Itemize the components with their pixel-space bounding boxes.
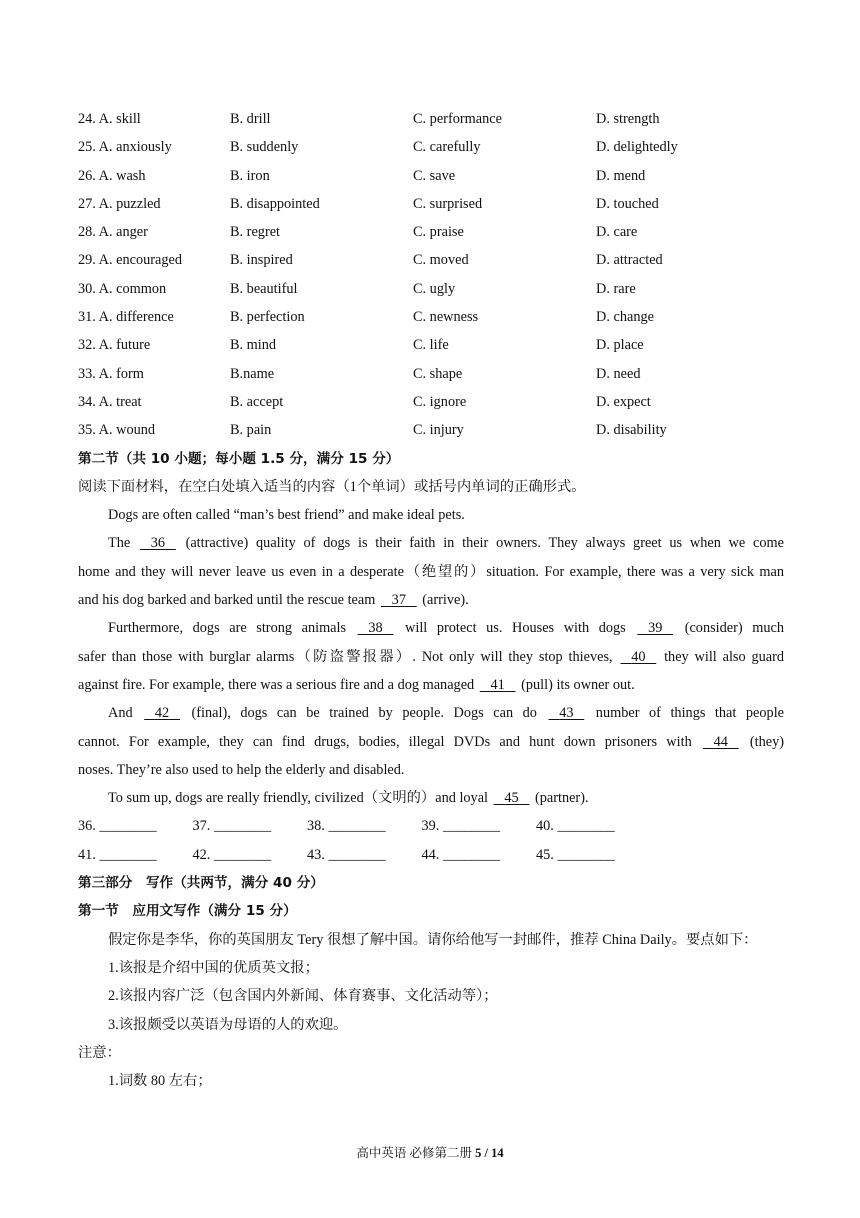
option-b: B. perfection bbox=[230, 309, 305, 326]
option-c: C. save bbox=[413, 167, 456, 184]
option-c: C. praise bbox=[413, 224, 464, 241]
option-row bbox=[78, 218, 784, 246]
blank-number: 37 bbox=[391, 592, 406, 609]
passage-paragraph-3 bbox=[78, 614, 784, 699]
passage-line bbox=[78, 671, 784, 699]
option-c: C. carefully bbox=[413, 139, 481, 156]
text-run: (arrive). bbox=[422, 592, 469, 609]
text-run: The bbox=[108, 535, 131, 552]
options-table bbox=[78, 105, 784, 445]
writing-point: 3.该报颇受以英语为母语的人的欢迎。 bbox=[108, 1016, 348, 1033]
page-footer bbox=[0, 1143, 860, 1161]
option-b: B. inspired bbox=[230, 252, 293, 269]
writing-prompt: 假定你是李华，你的英国朋友 Tery 很想了解中国。请你给他写一封邮件，推荐 China Daily。要点如下： bbox=[108, 931, 758, 948]
option-b: B. iron bbox=[230, 167, 270, 184]
blank-39 bbox=[635, 614, 675, 642]
option-d: D. mend bbox=[596, 167, 646, 184]
answer-blank: 43. ________ bbox=[307, 846, 386, 863]
passage-paragraph-1: Dogs are often called “man’s best friend” and make ideal pets. bbox=[108, 507, 465, 524]
option-row bbox=[78, 388, 784, 416]
option-b: B. accept bbox=[230, 393, 284, 410]
blank-number: 36 bbox=[150, 535, 166, 552]
text-run: (final), dogs can be trained by people. Dogs can do bbox=[191, 705, 537, 722]
text-run: Furthermore, dogs are strong animals bbox=[108, 620, 347, 637]
section2-instruction: 阅读下面材料，在空白处填入适当的内容（1个单词）或括号内单词的正确形式。 bbox=[78, 478, 586, 495]
blank-41 bbox=[478, 671, 518, 699]
option-b: B. regret bbox=[230, 224, 281, 241]
option-row bbox=[78, 246, 784, 274]
option-c: C. moved bbox=[413, 252, 469, 269]
text-run: they will also guard bbox=[664, 648, 785, 665]
text-run: against fire. For example, there was a serious fire and a dog managed bbox=[78, 676, 475, 693]
passage-paragraph-2 bbox=[78, 529, 784, 614]
blank-number: 43 bbox=[559, 705, 574, 722]
note-item: 1.词数 80 左右； bbox=[108, 1073, 212, 1090]
option-d: D. care bbox=[596, 224, 638, 241]
blank-number: 38 bbox=[368, 620, 383, 637]
option-row bbox=[78, 133, 784, 161]
page-number: 5 / 14 bbox=[475, 1146, 504, 1160]
option-c: C. newness bbox=[413, 309, 479, 326]
option-a: 28. A. anger bbox=[78, 224, 148, 241]
answer-blank: 39. ________ bbox=[421, 818, 501, 835]
passage-line bbox=[78, 614, 784, 642]
option-b: B. beautiful bbox=[230, 280, 298, 297]
option-row bbox=[78, 190, 784, 218]
option-d: D. delightedly bbox=[596, 139, 678, 156]
option-b: B. disappointed bbox=[230, 195, 320, 212]
option-b: B. mind bbox=[230, 337, 277, 354]
option-a: 29. A. encouraged bbox=[78, 252, 183, 269]
section2-heading: 第二节（共 10 小题；每小题 1.5 分，满分 15 分） bbox=[78, 450, 400, 467]
text-run: will protect us. Houses with dogs bbox=[405, 620, 626, 637]
passage-paragraph-4 bbox=[78, 699, 784, 784]
blank-36 bbox=[138, 529, 178, 557]
answer-blank: 45. ________ bbox=[536, 846, 615, 863]
text-run: number of things that people bbox=[595, 705, 785, 722]
option-a: 31. A. difference bbox=[78, 309, 174, 326]
option-c: C. shape bbox=[413, 365, 463, 382]
option-row bbox=[78, 331, 784, 359]
option-b: B.name bbox=[230, 365, 275, 382]
option-row bbox=[78, 275, 784, 303]
blank-37 bbox=[379, 586, 419, 614]
text-run: (pull) its owner out. bbox=[521, 676, 635, 693]
option-row bbox=[78, 360, 784, 388]
answer-row-1 bbox=[78, 812, 784, 840]
option-row bbox=[78, 303, 784, 331]
blank-number: 44 bbox=[713, 733, 728, 750]
option-b: B. drill bbox=[230, 111, 271, 127]
answer-blank: 44. ________ bbox=[421, 846, 501, 863]
passage-line bbox=[78, 586, 784, 614]
passage-line: noses. They’re also used to help the elderly and disabled. bbox=[78, 761, 405, 778]
passage-paragraph-5 bbox=[78, 784, 784, 812]
blank-42 bbox=[142, 699, 182, 727]
text-run: (attractive) quality of dogs is their faith in their owners. They always greet us when we come bbox=[185, 535, 785, 552]
option-d: D. rare bbox=[596, 280, 636, 297]
part3-sub-heading: 第一节 应用文写作（满分 15 分） bbox=[78, 903, 297, 920]
option-a: 24. A. skill bbox=[78, 111, 141, 127]
option-a: 30. A. common bbox=[78, 280, 167, 297]
answer-blank: 36. ________ bbox=[78, 818, 157, 835]
option-a: 25. A. anxiously bbox=[78, 139, 172, 156]
blank-number: 42 bbox=[154, 705, 170, 722]
blank-40 bbox=[618, 643, 658, 671]
option-d: D. attracted bbox=[596, 252, 663, 269]
blank-number: 45 bbox=[504, 790, 519, 807]
option-d: D. touched bbox=[596, 195, 659, 212]
answer-blank: 42. ________ bbox=[192, 846, 272, 863]
option-c: C. injury bbox=[413, 422, 464, 439]
answer-blank: 38. ________ bbox=[307, 818, 386, 835]
option-a: 35. A. wound bbox=[78, 422, 156, 439]
option-a: 34. A. treat bbox=[78, 393, 142, 410]
text-run: and his dog barked and barked until the rescue team bbox=[78, 592, 376, 609]
text-run: safer than those with burglar alarms（防盗警报器）. Not only will they stop thieves, bbox=[78, 648, 613, 665]
blank-43 bbox=[546, 699, 586, 727]
option-d: D. place bbox=[596, 337, 644, 354]
writing-point: 2.该报内容广泛（包含国内外新闻、体育赛事、文化活动等）； bbox=[108, 988, 498, 1005]
option-c: C. surprised bbox=[413, 195, 483, 212]
footer-text: 高中英语 必修第二册 bbox=[356, 1146, 476, 1160]
page-content bbox=[78, 105, 784, 1095]
option-d: D. strength bbox=[596, 111, 660, 127]
option-a: 33. A. form bbox=[78, 365, 144, 382]
option-a: 27. A. puzzled bbox=[78, 195, 161, 212]
text-run: (they) bbox=[749, 733, 784, 750]
blank-number: 40 bbox=[631, 648, 646, 665]
answer-blank: 37. ________ bbox=[192, 818, 272, 835]
option-d: D. expect bbox=[596, 393, 651, 410]
option-row bbox=[78, 105, 784, 133]
option-c: C. performance bbox=[413, 111, 502, 127]
blank-number: 39 bbox=[648, 620, 663, 637]
passage-line bbox=[78, 529, 784, 557]
option-d: D. change bbox=[596, 309, 654, 326]
option-a: 32. A. future bbox=[78, 337, 151, 354]
option-d: D. need bbox=[596, 365, 641, 382]
passage-line bbox=[78, 699, 784, 727]
passage-line bbox=[78, 728, 784, 756]
option-d: D. disability bbox=[596, 422, 667, 439]
option-a: 26. A. wash bbox=[78, 167, 146, 184]
blank-44 bbox=[701, 728, 741, 756]
blank-38 bbox=[356, 614, 396, 642]
option-c: C. ignore bbox=[413, 393, 467, 410]
option-c: C. life bbox=[413, 337, 449, 354]
text-run: And bbox=[108, 705, 133, 722]
option-row bbox=[78, 416, 784, 444]
option-c: C. ugly bbox=[413, 280, 456, 297]
part3-heading: 第三部分 写作（共两节，满分 40 分） bbox=[78, 875, 324, 892]
passage-line bbox=[78, 643, 784, 671]
option-b: B. suddenly bbox=[230, 139, 299, 156]
blank-number: 41 bbox=[490, 676, 505, 693]
blank-45 bbox=[492, 784, 532, 812]
option-row bbox=[78, 162, 784, 190]
option-b: B. pain bbox=[230, 422, 272, 439]
writing-point: 1.该报是介绍中国的优质英文报； bbox=[108, 959, 319, 976]
answer-blank: 41. ________ bbox=[78, 846, 157, 863]
text-run: (partner). bbox=[534, 790, 589, 807]
note-label: 注意： bbox=[78, 1044, 121, 1061]
text-run: (consider) much bbox=[684, 620, 784, 637]
answer-blank: 40. ________ bbox=[536, 818, 615, 835]
passage-line: home and they will never leave us even in a desperate（绝望的）situation. For example, there was a very sick man bbox=[78, 563, 784, 580]
text-run: cannot. For example, they can find drugs, bodies, illegal DVDs and hunt down prisoners with bbox=[78, 733, 692, 750]
text-run: To sum up, dogs are really friendly, civilized（文明的）and loyal bbox=[108, 790, 489, 807]
answer-row-2 bbox=[78, 841, 784, 869]
